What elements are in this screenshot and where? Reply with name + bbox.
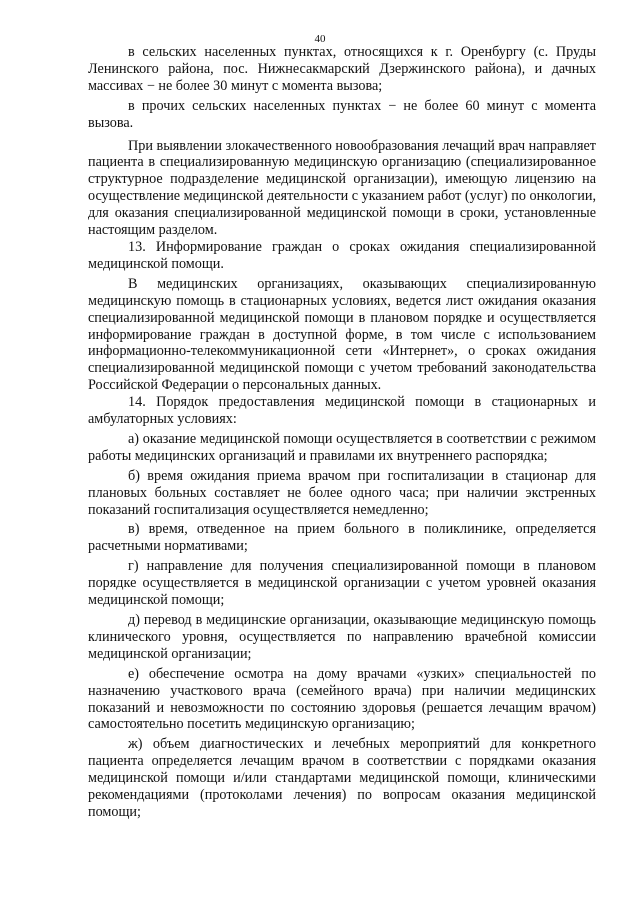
list-item-b: б) время ожидания приема врачом при госпитализации в стационар для плановых больных составляет не более одного часа; при наличии экстренных показаний госпитализация осуществляется немедленно; [88,467,596,518]
paragraph-oncology: При выявлении злокачественного новообразования лечащий врач направляет пациента в специализированную медицинскую организацию (специализированное структурное подразделение медицинской организации), имеющую лицензию на осуществление медицинской деятельности с указанием работ (услуг) по онкологии, для оказания специализированной медицинской помощи в сроки, установленные настоящим разделом. [88,137,596,239]
paragraph-waiting-list: В медицинских организациях, оказывающих специализированную медицинскую помощь в стационарных условиях, ведется лист ожидания оказания специализированной медицинской помощи в плановом порядке и осуществляется информирование граждан в доступной форме, в том числе с использованием информационно-телекоммуникационной сети «Интернет», о сроках ожидания специализированной медицинской помощи с учетом требований законодательства Российской Федерации о персональных данных. [88,275,596,394]
list-item-v: в) время, отведенное на прием больного в поликлинике, определяется расчетными нормативами; [88,521,596,555]
paragraph-section-13: 13. Информирование граждан о сроках ожидания специализированной медицинской помощи. [88,238,596,272]
document-body [88,44,596,821]
list-item-d: д) перевод в медицинские организации, оказывающие медицинскую помощь клинического уровня, осуществляется по направлению врачебной комиссии медицинской организации; [88,612,596,662]
list-item-e: е) обеспечение осмотра на дому врачами «узких» специальностей по назначению участкового врача (семейного врача) при наличии медицинских показаний и невозможности по состоянию здоровья (решается лечащим врачом) самостоятельно посетить медицинскую организацию; [88,665,596,733]
list-item-zh: ж) объем диагностических и лечебных мероприятий для конкретного пациента определяется лечащим врачом в соответствии с порядками оказания медицинской помощи и/или стандартами медицинской помощи, клиническими рекомендациями (протоколами лечения) по вопросам оказания медицинской помощи; [88,736,596,820]
page-number: 40 [314,33,326,45]
paragraph-section-14: 14. Порядок предоставления медицинской помощи в стационарных и амбулаторных условиях: [88,394,596,428]
list-item-g: г) направление для получения специализированной помощи в плановом порядке осуществляется в медицинской организации с учетом уровней оказания медицинской помощи; [88,558,596,609]
paragraph-rural-settlements: в сельских населенных пунктах, относящихся к г. Оренбургу (с. Пруды Ленинского района, пос. Нижнесакмарский Дзержинского района), и дачных массивах − не более 30 минут с момента вызова; [88,44,596,94]
paragraph-other-settlements: в прочих сельских населенных пунктах − не более 60 минут с момента вызова. [88,97,596,131]
list-item-a: а) оказание медицинской помощи осуществляется в соответствии с режимом работы медицинских организаций и правилами их внутреннего распорядка; [88,430,596,464]
